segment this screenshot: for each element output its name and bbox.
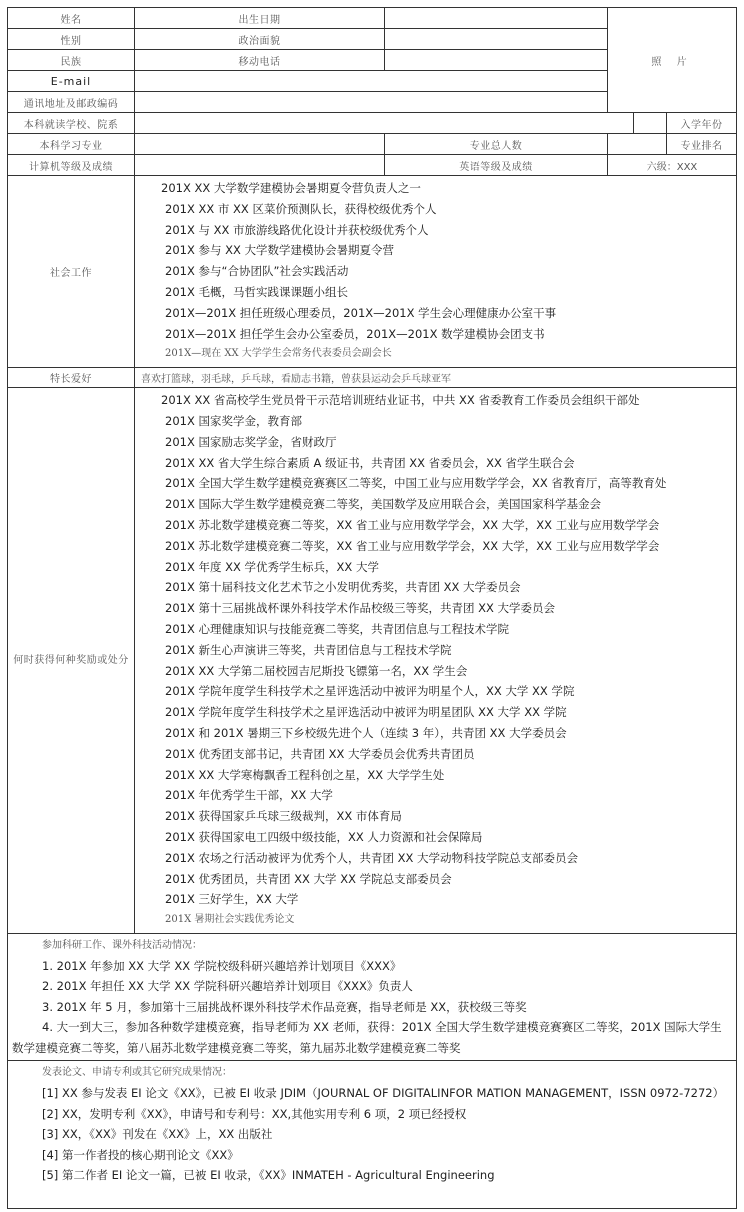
award-item: 201X 三好学生，XX 大学 [165, 892, 299, 907]
address-label: 通讯地址及邮政编码 [8, 92, 135, 113]
resume-form [7, 7, 737, 1209]
hobby-value: 喜欢打篮球，羽毛球，乒乓球，看励志书籍，曾获县运动会乒乓球亚军 [135, 368, 737, 388]
award-item: 201X 国家励志奖学金，省财政厅 [165, 434, 337, 449]
major-value [135, 134, 385, 155]
photo-box: 照 片 [608, 8, 737, 113]
paper-item: [2] XX，发明专利《XX》，申请号和专利号：XX,其他实用专利 6 项，2 项已经授权 [42, 1106, 467, 1121]
major-rank-label: 专业排名 [667, 134, 737, 155]
research-item: 1. 201X 年参加 XX 大学 XX 学院校级科研兴趣培养计划项目《XXX》 [42, 958, 402, 973]
award-item: 201X 全国大学生数学建模竞赛赛区二等奖，中国工业与应用数学学会，XX 省教育厅，高等教育处 [165, 476, 667, 491]
award-item: 201X 心理健康知识与技能竞赛二等奖，共青团信息与工程技术学院 [165, 621, 509, 636]
political-label: 政治面貌 [135, 29, 385, 50]
social-list [135, 176, 737, 368]
gender-label: 性别 [8, 29, 135, 50]
award-item: 201X XX 省大学生综合素质 A 级证书，共青团 XX 省委员会，XX 省学生联合会 [165, 455, 575, 470]
award-item: 201X 学院年度学生科技学术之星评选活动中被评为明星团队 XX 大学 XX 学院 [165, 705, 567, 720]
award-item: 201X 第十届科技文化艺术节之小发明优秀奖，共青团 XX 大学委员会 [165, 580, 521, 595]
award-item: 201X 国际大学生数学建模竞赛二等奖，美国数学及应用联合会，美国国家科学基金会 [165, 497, 601, 512]
award-item: 201X 和 201X 暑期三下乡校级先进个人（连续 3 年），共青团 XX 大学委员会 [165, 725, 567, 740]
enroll-year-label: 入学年份 [667, 113, 737, 134]
social-item: 201X 参与 XX 大学数学建模协会暑期夏令营 [165, 243, 395, 258]
award-item: 201X 学院年度学生科技学术之星评选活动中被评为明星个人，XX 大学 XX 学院 [165, 684, 575, 699]
social-item: 201X—201X 担任学生会办公室委员，201X—201X 数学建模协会团支书 [165, 326, 545, 341]
award-item: 201X 苏北数学建模竞赛二等奖，XX 省工业与应用数学学会，XX 大学，XX 工业与应用数学学会 [165, 538, 660, 553]
major-total-value [608, 134, 667, 155]
name-label: 姓名 [8, 8, 135, 29]
award-item: 201X XX 省高校学生党员骨干示范培训班结业证书，中共 XX 省委教育工作委员会组织干部处 [161, 393, 640, 408]
paper-item: [5] 第二作者 EI 论文一篇，已被 EI 收录，《XX》INMATEH - Agricultural Engineering [42, 1168, 495, 1183]
school-label: 本科就读学校、院系 [8, 113, 135, 134]
birth-value [385, 8, 608, 29]
social-item: 201X 参与“合协团队”社会实践活动 [165, 264, 349, 279]
email-value [135, 71, 608, 92]
birth-label: 出生日期 [135, 8, 385, 29]
enroll-year-label-spacer [634, 113, 667, 134]
research-section [8, 933, 737, 1061]
paper-item: [3] XX，《XX》刊发在《XX》上，XX 出版社 [42, 1127, 273, 1142]
social-last-item: 201X—现在 XX 大学学生会常务代表委员会副会长 [165, 348, 392, 360]
phone-value [385, 50, 608, 71]
award-item: 201X 优秀团员，共青团 XX 大学 XX 学院总支部委员会 [165, 871, 452, 886]
award-item: 201X 年度 XX 学优秀学生标兵，XX 大学 [165, 559, 379, 574]
award-item: 201X 获得国家乒乓球三级裁判，XX 市体育局 [165, 809, 402, 824]
award-item: 201X 新生心声演讲三等奖，共青团信息与工程技术学院 [165, 642, 452, 657]
social-label: 社会工作 [8, 176, 135, 368]
research-heading: 参加科研工作、课外科技活动情况： [42, 939, 202, 951]
awards-last-item: 201X 暑期社会实践优秀论文 [165, 914, 295, 926]
social-item: 201X XX 大学数学建模协会暑期夏令营负责人之一 [161, 181, 421, 195]
political-value [385, 29, 608, 50]
computer-value [135, 155, 385, 176]
award-item: 201X 农场之行活动被评为优秀个人，共青团 XX 大学动物科技学院总支部委员会 [165, 850, 579, 865]
papers-heading: 发表论文、申请专利或其它研究成果情况： [42, 1067, 232, 1079]
school-value [135, 113, 634, 134]
award-item: 201X 优秀团支部书记，共青团 XX 大学委员会优秀共青团员 [165, 746, 475, 761]
award-item: 201X XX 大学寒梅飘香工程科创之星，XX 大学学生处 [165, 767, 445, 782]
social-item: 201X—201X 担任班级心理委员，201X—201X 学生会心理健康办公室干事 [165, 305, 557, 320]
research-item: 3. 201X 年 5 月，参加第十三届挑战杯课外科技学术作品竞赛，指导老师是 XX，获校级三等奖 [42, 999, 527, 1014]
social-item: 201X 毛概，马哲实践课课题小组长 [165, 284, 348, 299]
hobby-label: 特长爱好 [8, 368, 135, 388]
award-item: 201X 年优秀学生干部，XX 大学 [165, 788, 333, 803]
ethnicity-label: 民族 [8, 50, 135, 71]
awards-label: 何时获得何种奖励或处分 [8, 388, 135, 934]
award-item: 201X 第十三届挑战杯课外科技学术作品校级三等奖，共青团 XX 大学委员会 [165, 601, 556, 616]
social-item: 201X XX 市 XX 区菜价预测队长，获得校级优秀个人 [165, 201, 437, 216]
english-value: 六级：XXX [608, 155, 737, 176]
award-item: 201X 国家奖学金，教育部 [165, 413, 302, 428]
award-item: 201X XX 大学第二届校园吉尼斯投飞镖第一名，XX 学生会 [165, 663, 468, 678]
award-item: 201X 苏北数学建模竞赛二等奖，XX 省工业与应用数学学会，XX 大学，XX 工业与应用数学学会 [165, 517, 660, 532]
award-item: 201X 获得国家电工四级中级技能，XX 人力资源和社会保障局 [165, 829, 483, 844]
papers-section [8, 1061, 737, 1209]
research-item: 2. 201X 年担任 XX 大学 XX 学院科研兴趣培养计划项目《XXX》负责人 [42, 979, 413, 994]
major-label: 本科学习专业 [8, 134, 135, 155]
computer-label: 计算机等级及成绩 [8, 155, 135, 176]
major-total-label: 专业总人数 [385, 134, 608, 155]
research-item-4: 4. 大一到大三，参加各种数学建模竞赛，指导老师为 XX 老师，获得：201X 全国大学生数学建模竞赛赛区二等奖，201X 国际大学生数学建模竞赛二等奖，第八届苏北数学建模竞赛二等奖，第九届苏北数学建模竞赛二等奖 [12, 1020, 722, 1055]
email-label: E-mail [8, 71, 135, 92]
paper-item: [4] 第一作者投的核心期刊论文《XX》 [42, 1147, 239, 1162]
phone-label: 移动电话 [135, 50, 385, 71]
english-label: 英语等级及成绩 [385, 155, 608, 176]
awards-list [135, 388, 737, 934]
paper-item-1: [1] XX 参与发表 EI 论文《XX》，已被 EI 收录 JDIM（JOURNAL OF DIGITALINFOR MATION MANAGEMENT，ISSN 0972-7272） [42, 1086, 725, 1101]
social-item: 201X 与 XX 市旅游线路优化设计并获校级优秀个人 [165, 222, 429, 237]
address-value [135, 92, 608, 113]
